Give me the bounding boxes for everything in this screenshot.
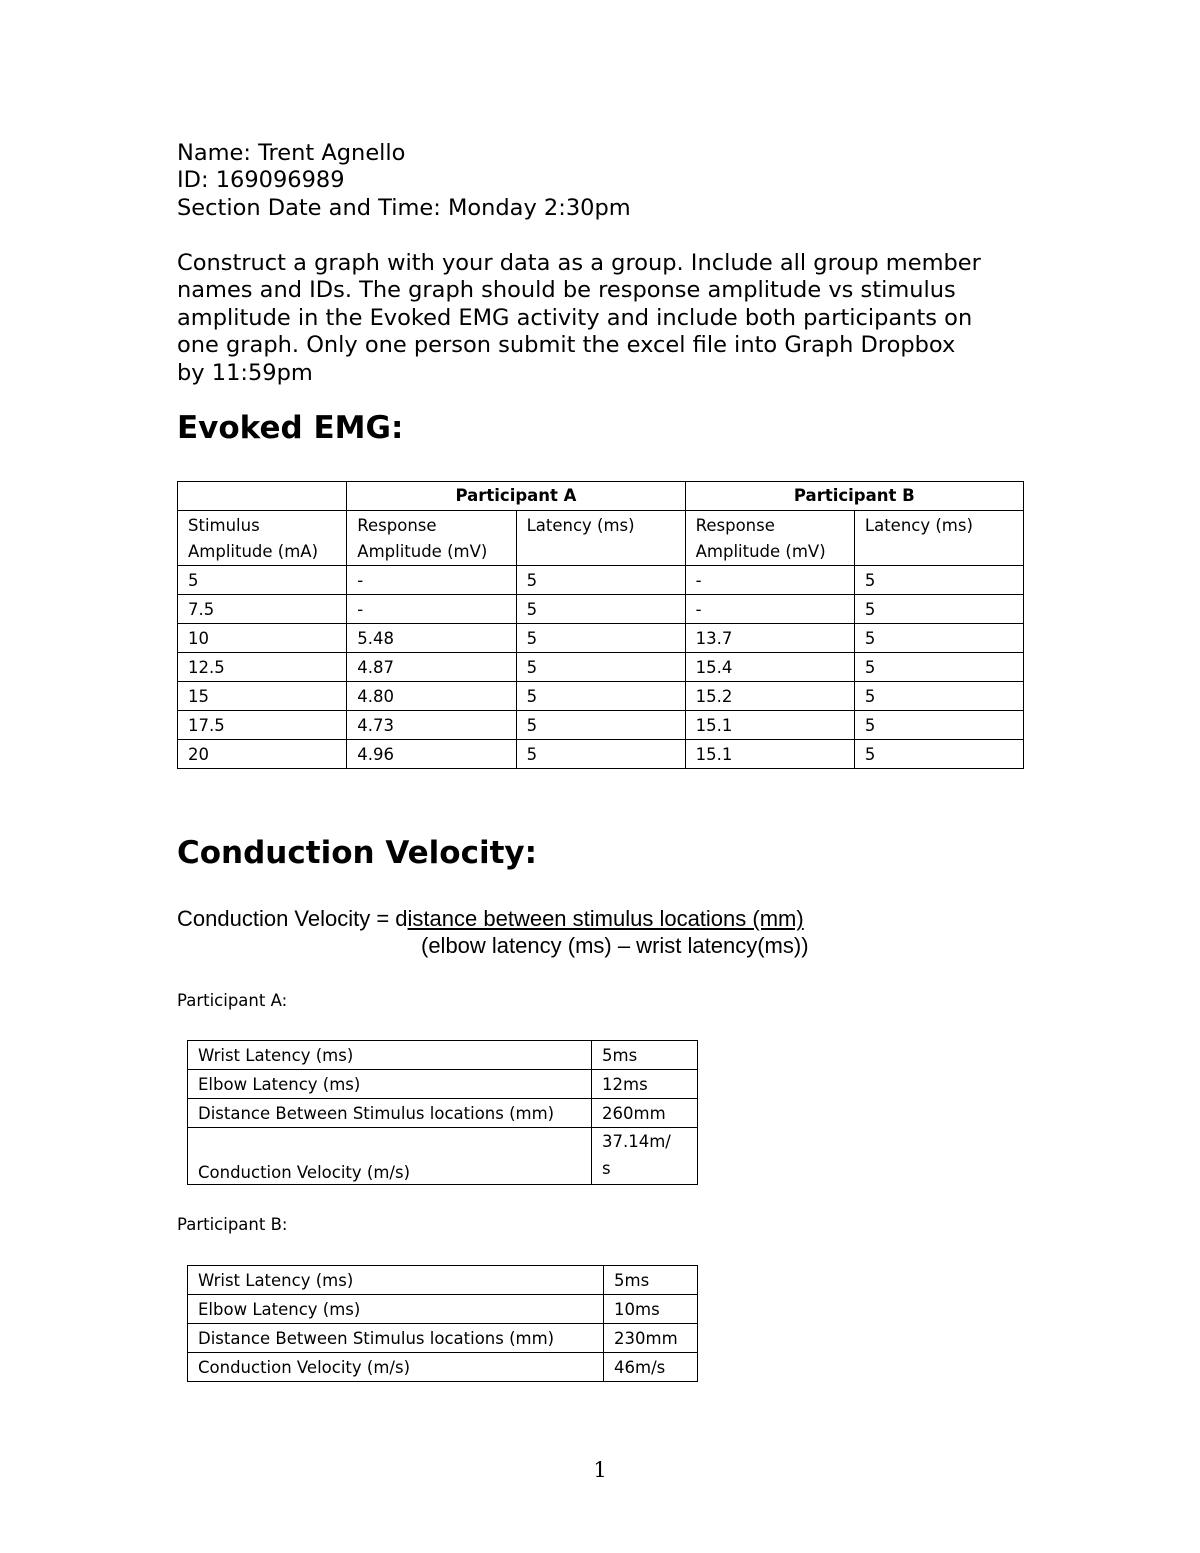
- table-cell: 5: [516, 595, 685, 624]
- column-header: [685, 511, 854, 566]
- instruction-line: by 11:59pm: [177, 359, 313, 386]
- header-line: Amplitude (mA): [188, 542, 319, 561]
- table-cell: 5: [516, 682, 685, 711]
- formula-prefix: Conduction Velocity = d: [177, 906, 408, 931]
- instruction-line: names and IDs. The graph should be response amplitude vs stimulus: [177, 277, 956, 304]
- table-row: [178, 740, 1024, 769]
- table-cell: 5.48: [347, 624, 516, 653]
- table-cell: 15.2: [685, 682, 854, 711]
- table-cell: 5ms: [592, 1041, 698, 1070]
- table-row: [188, 1324, 698, 1353]
- table-cell: Distance Between Stimulus locations (mm): [188, 1324, 604, 1353]
- cv-value-line: 37.14m/: [602, 1132, 671, 1151]
- table-row: [178, 682, 1024, 711]
- table-cell: 15.1: [685, 740, 854, 769]
- formula-numerator-line: [177, 906, 804, 932]
- table-row: [188, 1070, 698, 1099]
- table-cell: 15.1: [685, 711, 854, 740]
- table-cell: 5: [854, 682, 1023, 711]
- table-row: [188, 1041, 698, 1070]
- empty-cell: [178, 482, 347, 511]
- table-row: [188, 1099, 698, 1128]
- participant-b-cv-table: [187, 1265, 698, 1382]
- participant-b-header: Participant B: [685, 482, 1023, 511]
- evoked-emg-table: [177, 481, 1024, 769]
- table-cell: 12ms: [592, 1070, 698, 1099]
- formula-numerator: istance between stimulus locations (mm): [407, 906, 804, 931]
- table-row: [188, 1353, 698, 1382]
- table-cell: 4.96: [347, 740, 516, 769]
- column-header: [178, 511, 347, 566]
- section-date-time: Section Date and Time: Monday 2:30pm: [177, 194, 631, 221]
- column-header: [854, 511, 1023, 566]
- table-cell: Distance Between Stimulus locations (mm): [188, 1099, 592, 1128]
- table-cell: 5ms: [604, 1266, 698, 1295]
- table-cell: 260mm: [592, 1099, 698, 1128]
- table-row: [188, 1266, 698, 1295]
- table-cell: 5: [854, 595, 1023, 624]
- table-cell: 17.5: [178, 711, 347, 740]
- student-id: ID: 169096989: [177, 167, 345, 194]
- table-cell: 5: [854, 711, 1023, 740]
- table-row: [188, 1128, 698, 1185]
- table-cell: 5: [854, 740, 1023, 769]
- header-line: Amplitude (mV): [695, 542, 826, 561]
- table-cell: 4.87: [347, 653, 516, 682]
- header-line: Amplitude (mV): [357, 542, 488, 561]
- table-cell: Conduction Velocity (m/s): [188, 1353, 604, 1382]
- instructions-paragraph: [177, 250, 1057, 387]
- table-cell: -: [347, 566, 516, 595]
- table-cell: 5: [854, 653, 1023, 682]
- table-cell: 5: [516, 740, 685, 769]
- page-number: 1: [593, 1458, 607, 1482]
- table-cell: 5: [516, 711, 685, 740]
- evoked-emg-heading: Evoked EMG:: [177, 410, 404, 446]
- table-cell: Conduction Velocity (m/s): [188, 1128, 592, 1185]
- table-cell: -: [347, 595, 516, 624]
- table-row: [178, 595, 1024, 624]
- table-cell: 5: [854, 624, 1023, 653]
- participant-a-label: Participant A:: [177, 991, 288, 1010]
- table-cell: 4.73: [347, 711, 516, 740]
- table-row: [188, 1295, 698, 1324]
- table-cell: 4.80: [347, 682, 516, 711]
- table-cell: 12.5: [178, 653, 347, 682]
- participant-a-cv-table: [187, 1040, 698, 1185]
- table-cell: [592, 1128, 698, 1185]
- table-cell: 20: [178, 740, 347, 769]
- column-header: [347, 511, 516, 566]
- table-row: [178, 566, 1024, 595]
- table-cell: 5: [178, 566, 347, 595]
- table-cell: Wrist Latency (ms): [188, 1041, 592, 1070]
- table-row: [178, 624, 1024, 653]
- formula-denominator: (elbow latency (ms) – wrist latency(ms)): [421, 933, 809, 958]
- table-cell: 10ms: [604, 1295, 698, 1324]
- instruction-line: one graph. Only one person submit the excel file into Graph Dropbox: [177, 332, 956, 359]
- table-row: [178, 653, 1024, 682]
- table-cell: 230mm: [604, 1324, 698, 1353]
- table-cell: 5: [516, 653, 685, 682]
- header-line: Stimulus: [188, 516, 260, 535]
- table-row: [178, 711, 1024, 740]
- cv-value-line: s: [602, 1159, 611, 1178]
- table-cell: 5: [516, 624, 685, 653]
- column-header: [516, 511, 685, 566]
- header-line: Response: [357, 516, 437, 535]
- table-cell: 46m/s: [604, 1353, 698, 1382]
- table-cell: Elbow Latency (ms): [188, 1070, 592, 1099]
- header-line: Latency (ms): [864, 516, 973, 535]
- table-cell: 15: [178, 682, 347, 711]
- table-cell: Wrist Latency (ms): [188, 1266, 604, 1295]
- table-cell: 15.4: [685, 653, 854, 682]
- column-header-row: [178, 511, 1024, 566]
- table-cell: 7.5: [178, 595, 347, 624]
- participant-b-label: Participant B:: [177, 1215, 288, 1234]
- header-line: Response: [695, 516, 775, 535]
- table-cell: 13.7: [685, 624, 854, 653]
- instruction-line: Construct a graph with your data as a group. Include all group member: [177, 250, 981, 276]
- student-info: [177, 140, 1057, 222]
- participant-header-row: [178, 482, 1024, 511]
- instruction-line: amplitude in the Evoked EMG activity and include both participants on: [177, 304, 973, 331]
- table-cell: 5: [516, 566, 685, 595]
- conduction-velocity-heading: Conduction Velocity:: [177, 835, 538, 871]
- table-cell: Elbow Latency (ms): [188, 1295, 604, 1324]
- student-name: Name: Trent Agnello: [177, 140, 406, 166]
- table-cell: 10: [178, 624, 347, 653]
- participant-a-header: Participant A: [347, 482, 685, 511]
- table-cell: -: [685, 566, 854, 595]
- header-line: Latency (ms): [526, 516, 635, 535]
- table-cell: -: [685, 595, 854, 624]
- table-cell: 5: [854, 566, 1023, 595]
